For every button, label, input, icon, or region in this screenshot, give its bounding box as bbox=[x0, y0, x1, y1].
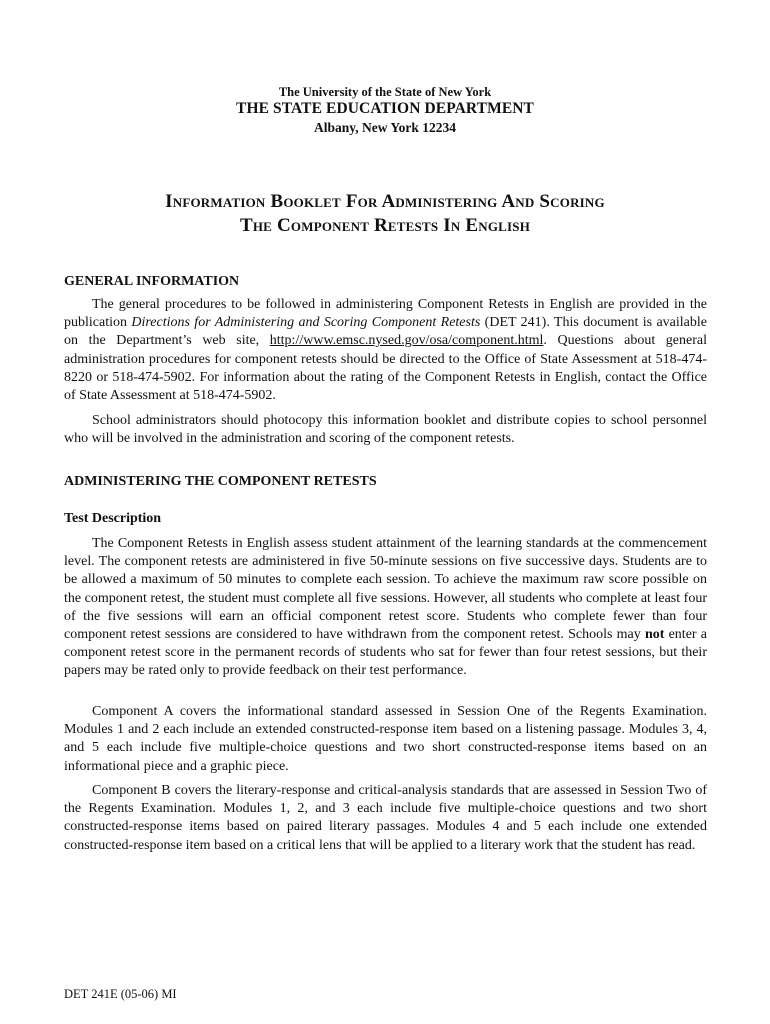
website-link[interactable]: http://www.emsc.nysed.gov/osa/component.html bbox=[269, 333, 544, 349]
emphasis-not: not bbox=[644, 627, 665, 643]
paragraph-text: (DET 241). This document is available on the Department’s web site, bbox=[64, 315, 707, 349]
section-heading-general-information: GENERAL INFORMATION bbox=[64, 274, 240, 289]
header-department: THE STATE EDUCATION DEPARTMENT bbox=[236, 100, 534, 117]
footer-document-code: DET 241E (05-06) MI bbox=[64, 987, 177, 1001]
paragraph-text: enter a component retest score in the permanent records of students who sat for fewer than four retest sessions, but their papers may be rated only to provide feedback on their test performance. bbox=[64, 627, 707, 679]
subheading-test-description: Test Description bbox=[64, 511, 162, 526]
component-b-paragraph: Component B covers the literary-response and critical-analysis standards that are assessed in Session Two of the Regents Examination. Modules 1, 2, and 3 each include five multiple-choice questions and two short constructed-response items based on paired literary passages. Modules 4 and 5 each include one extended constructed-response item based on a critical lens that will be applied to a literary work that the student has read. bbox=[64, 783, 707, 853]
publication-title: Directions for Administering and Scoring Component Retests bbox=[131, 315, 481, 331]
section-heading-administering: ADMINISTERING THE COMPONENT RETESTS bbox=[64, 474, 377, 489]
document-title-line-1: Information Booklet For Administering And Scoring bbox=[165, 191, 605, 212]
general-information-paragraph-2: School administrators should photocopy this information booklet and distribute copies to school personnel who will be involved in the administration and scoring of the component retests. bbox=[64, 413, 707, 447]
header-university: The University of the State of New York bbox=[278, 85, 492, 99]
general-information-paragraph-1 bbox=[64, 296, 707, 405]
header-address: Albany, New York 12234 bbox=[313, 120, 456, 135]
paragraph-text: The Component Retests in English assess student attainment of the learning standards at the commencement level. The component retests are administered in five 50-minute sessions on five successive days. Students are to be allowed a maximum of 50 minutes to complete each session. To achieve the maximum raw score possible on the component retest, the student must complete all five sessions. However, all students who complete at least four of the five sessions will earn an official component retest score. Students who complete fewer than four component retest sessions are considered to have withdrawn from the component retest. Schools may bbox=[64, 536, 707, 643]
document-title-line-2: The Component Retests In English bbox=[239, 215, 531, 236]
test-description-paragraph bbox=[64, 535, 707, 681]
component-a-paragraph: Component A covers the informational standard assessed in Session One of the Regents Examination. Modules 1 and 2 each include an extended constructed-response item based on a listening passage. Modules 3, 4, and 5 each include five multiple-choice questions and two short constructed-response items based on an informational piece and a graphic piece. bbox=[64, 704, 707, 774]
paragraph-text: The general procedures to be followed in administering Component Retests in English are provided in the publication bbox=[64, 297, 707, 331]
paragraph-text: . Questions about general administration procedures for component retests should be directed to the Office of State Assessment at 518-474-8220 or 518-474-5902. For information about the rating of the Component Retests in English, contact the Office of State Assessment at 518-474-5902. bbox=[64, 333, 707, 404]
